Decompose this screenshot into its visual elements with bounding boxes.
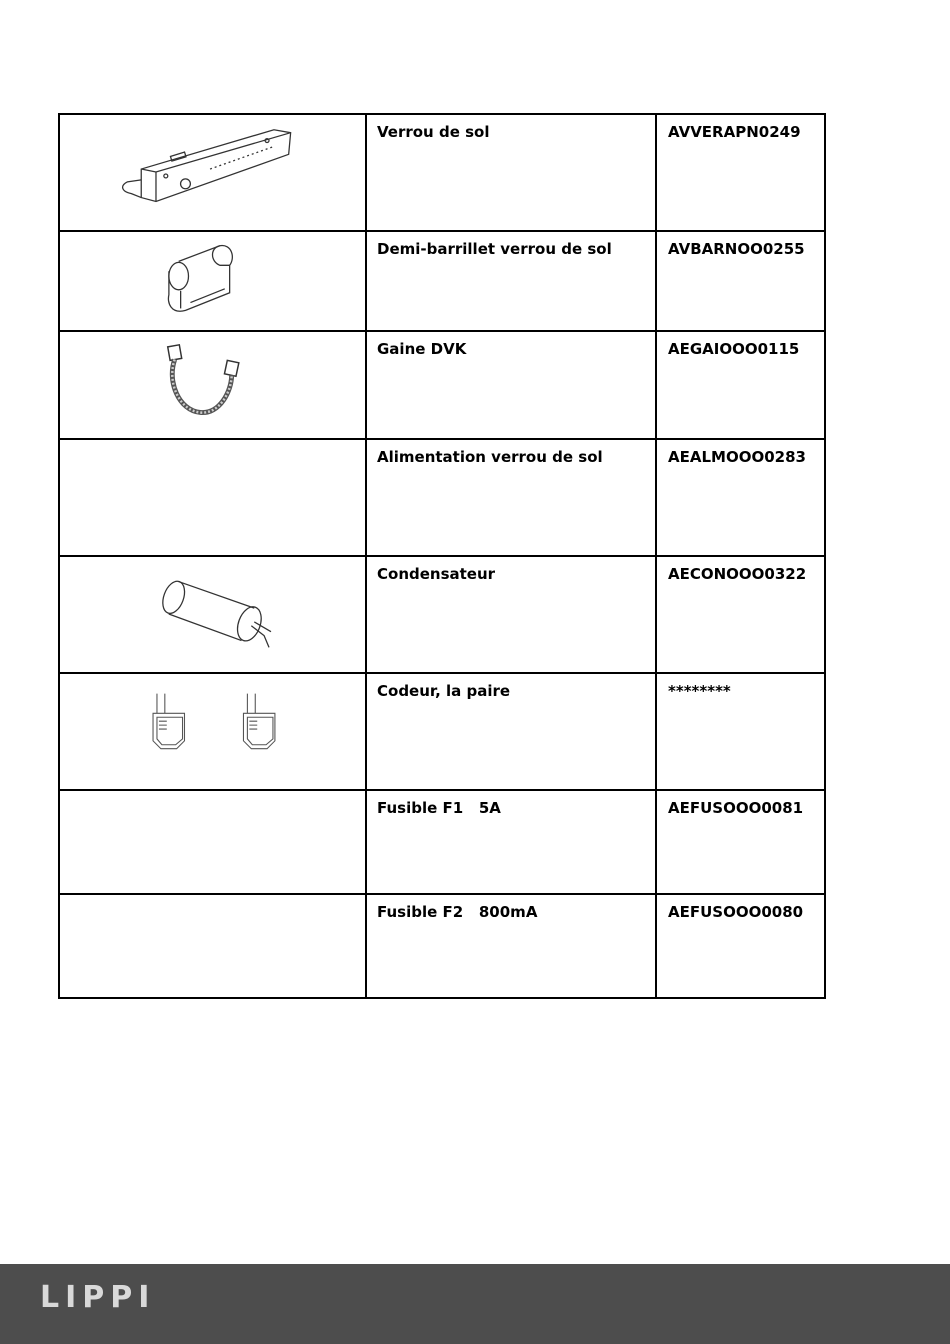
- page-footer: [0, 1264, 950, 1344]
- part-reference: AEFUSOOO0080: [656, 894, 825, 998]
- table-row: [59, 114, 825, 231]
- part-reference: AVBARNOO0255: [656, 231, 825, 331]
- part-name: Alimentation verrou de sol: [366, 439, 656, 556]
- part-name: Verrou de sol: [366, 114, 656, 231]
- floor-lock-icon: [60, 115, 365, 230]
- parts-table: [58, 113, 826, 999]
- table-row: [59, 331, 825, 439]
- part-name: Gaine DVK: [366, 331, 656, 439]
- part-reference: AECONOOO0322: [656, 556, 825, 673]
- part-image-cell: [59, 556, 366, 673]
- part-image-cell: [59, 894, 366, 998]
- part-reference: AEALMOOO0283: [656, 439, 825, 556]
- part-reference: AEGAIOOO0115: [656, 331, 825, 439]
- table-row: [59, 790, 825, 894]
- part-image-cell: [59, 439, 366, 556]
- part-image-cell: [59, 231, 366, 331]
- table-row: [59, 231, 825, 331]
- part-reference: AEFUSOOO0081: [656, 790, 825, 894]
- lippi-logo: LIPPI: [40, 1280, 156, 1315]
- part-name: Fusible F1 5A: [366, 790, 656, 894]
- part-image-cell: [59, 673, 366, 790]
- cable-sheath-icon: [60, 332, 365, 438]
- part-name: Condensateur: [366, 556, 656, 673]
- part-name: Fusible F2 800mA: [366, 894, 656, 998]
- part-image-cell: [59, 114, 366, 231]
- part-image-cell: [59, 331, 366, 439]
- part-name: Demi-barrillet verrou de sol: [366, 231, 656, 331]
- part-name: Codeur, la paire: [366, 673, 656, 790]
- capacitor-icon: [60, 557, 365, 672]
- part-reference: ********: [656, 673, 825, 790]
- table-row: [59, 439, 825, 556]
- part-reference: AVVERAPN0249: [656, 114, 825, 231]
- table-row: [59, 673, 825, 790]
- table-row: [59, 556, 825, 673]
- half-cylinder-icon: [60, 232, 365, 330]
- encoder-pair-icon: [60, 674, 365, 789]
- table-row: [59, 894, 825, 998]
- part-image-cell: [59, 790, 366, 894]
